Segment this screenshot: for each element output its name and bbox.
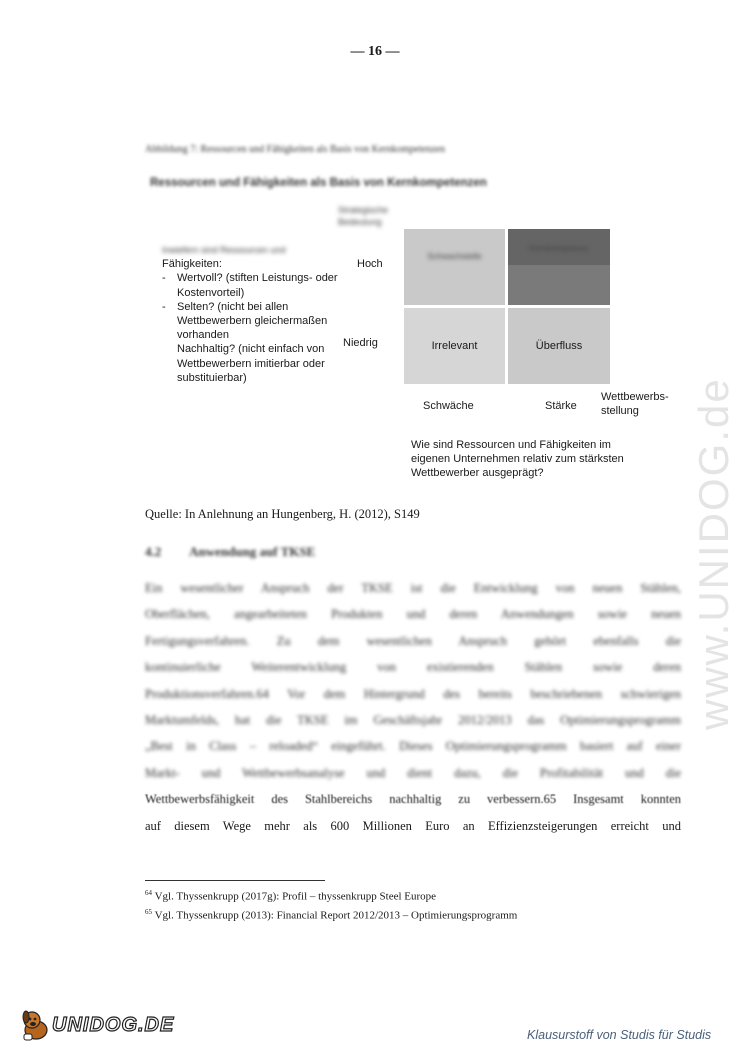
body-paragraph: [145, 575, 681, 839]
criteria-item: - Wertvoll? (stiften Leistungs- oder Kostenvorteil): [162, 272, 338, 299]
body-line: Fertigungsverfahren. Zu dem wesentlichen Anspruch gehört ebenfalls die: [145, 633, 681, 648]
footnote: $^{65}$ Vgl. Thyssenkrupp (2013): Financial Report 2012/2013 – Optimierungsprogramm: [145, 907, 518, 922]
footnotes: [145, 886, 517, 923]
body-line: Produktionsverfahren.64 Vor dem Hintergrund des bereits beschriebenen schwierigen: [145, 686, 681, 701]
body-line: auf diesem Wege mehr als 600 Millionen Euro an Effizienzsteigerungen erreicht und: [145, 818, 681, 833]
body-line: Marktumfelds, hat die TKSE im Geschäftsjahr 2012/2013 das Optimierungsprogramm: [145, 713, 681, 728]
criteria-block: [162, 243, 342, 385]
figure-caption: Abbildung 7: Ressourcen und Fähigkeiten als Basis von Kernkompetenzen: [145, 144, 445, 155]
criteria-intro: Inwiefern sind Ressourcen und: [162, 245, 286, 255]
diagram-title: Ressourcen und Fähigkeiten als Basis von Kernkompetenzen: [150, 177, 487, 189]
body-line: „Best in Class – reloaded“ eingeführt. Dieses Optimierungsprogramm basiert auf einer: [145, 739, 681, 754]
y-axis-title: Strategische Bedeutung: [338, 205, 389, 227]
body-line: Markt- und Wettbewerbsanalyse und dient dazu, die Profitabilität und die: [145, 765, 681, 780]
criteria-item: - Selten? (nicht bei allen Wettbewerbern gleichermaßen vorhanden: [162, 300, 328, 342]
x-axis-title: Wettbewerbs- stellung: [601, 391, 669, 417]
matrix-cell-irrelevant: Irrelevant: [404, 308, 505, 384]
body-line: Oberflächen, angearbeiteten Produkten und deren Anwendungen sowie neuen: [145, 607, 681, 622]
row-label-low: Niedrig: [343, 337, 378, 349]
figure-source: Quelle: In Anlehnung an Hungenberg, H. (2012), S149: [145, 507, 420, 521]
column-label-weakness: Schwäche: [423, 400, 474, 412]
dog-mascot-icon: [20, 1008, 54, 1042]
body-line: Wettbewerbsfähigkeit des Stahlbereichs nachhaltig zu verbessern.65 Insgesamt konnten: [145, 792, 681, 807]
logo-text: UNIDOG.DE: [52, 1013, 175, 1036]
body-line: kontinuierliche Weiterentwicklung von existierenden Stählen sowie deren: [145, 660, 681, 675]
criteria-item: Nachhaltig? (nicht einfach von Wettbewerbern imitierbar oder substituierbar): [177, 343, 325, 384]
page-number: — 16 —: [350, 44, 400, 59]
matrix-cell-surplus: Überfluss: [508, 308, 610, 384]
section-number: 4.2: [145, 544, 162, 559]
footnote: $^{64}$ Vgl. Thyssenkrupp (2017g): Profil – thyssenkrupp Steel Europe: [145, 889, 437, 903]
watermark: www.UNIDOG.de: [690, 377, 737, 730]
matrix-cell-weakness: Schwachstelle: [404, 229, 505, 305]
row-label-high: Hoch: [357, 258, 383, 270]
unidog-logo: [20, 1008, 174, 1042]
x-axis-question: Wie sind Ressourcen und Fähigkeiten im eigenen Unternehmen relativ zum stärksten Wettbewerber ausgeprägt?: [411, 439, 624, 479]
criteria-list: [162, 271, 342, 385]
footer-tagline: Klausurstoff von Studis für Studis: [527, 1028, 712, 1042]
matrix-cell-core-competence-header: Kernkompetenz: [508, 229, 610, 265]
footnote-divider: [145, 880, 325, 881]
body-line: Ein wesentlicher Anspruch der TKSE ist die Entwicklung von neuen Stählen,: [145, 581, 681, 595]
section-title: Anwendung auf TKSE: [189, 544, 316, 559]
section-heading: [145, 544, 315, 560]
criteria-intro-tail: Fähigkeiten:: [162, 258, 222, 271]
column-label-strength: Stärke: [545, 400, 577, 412]
